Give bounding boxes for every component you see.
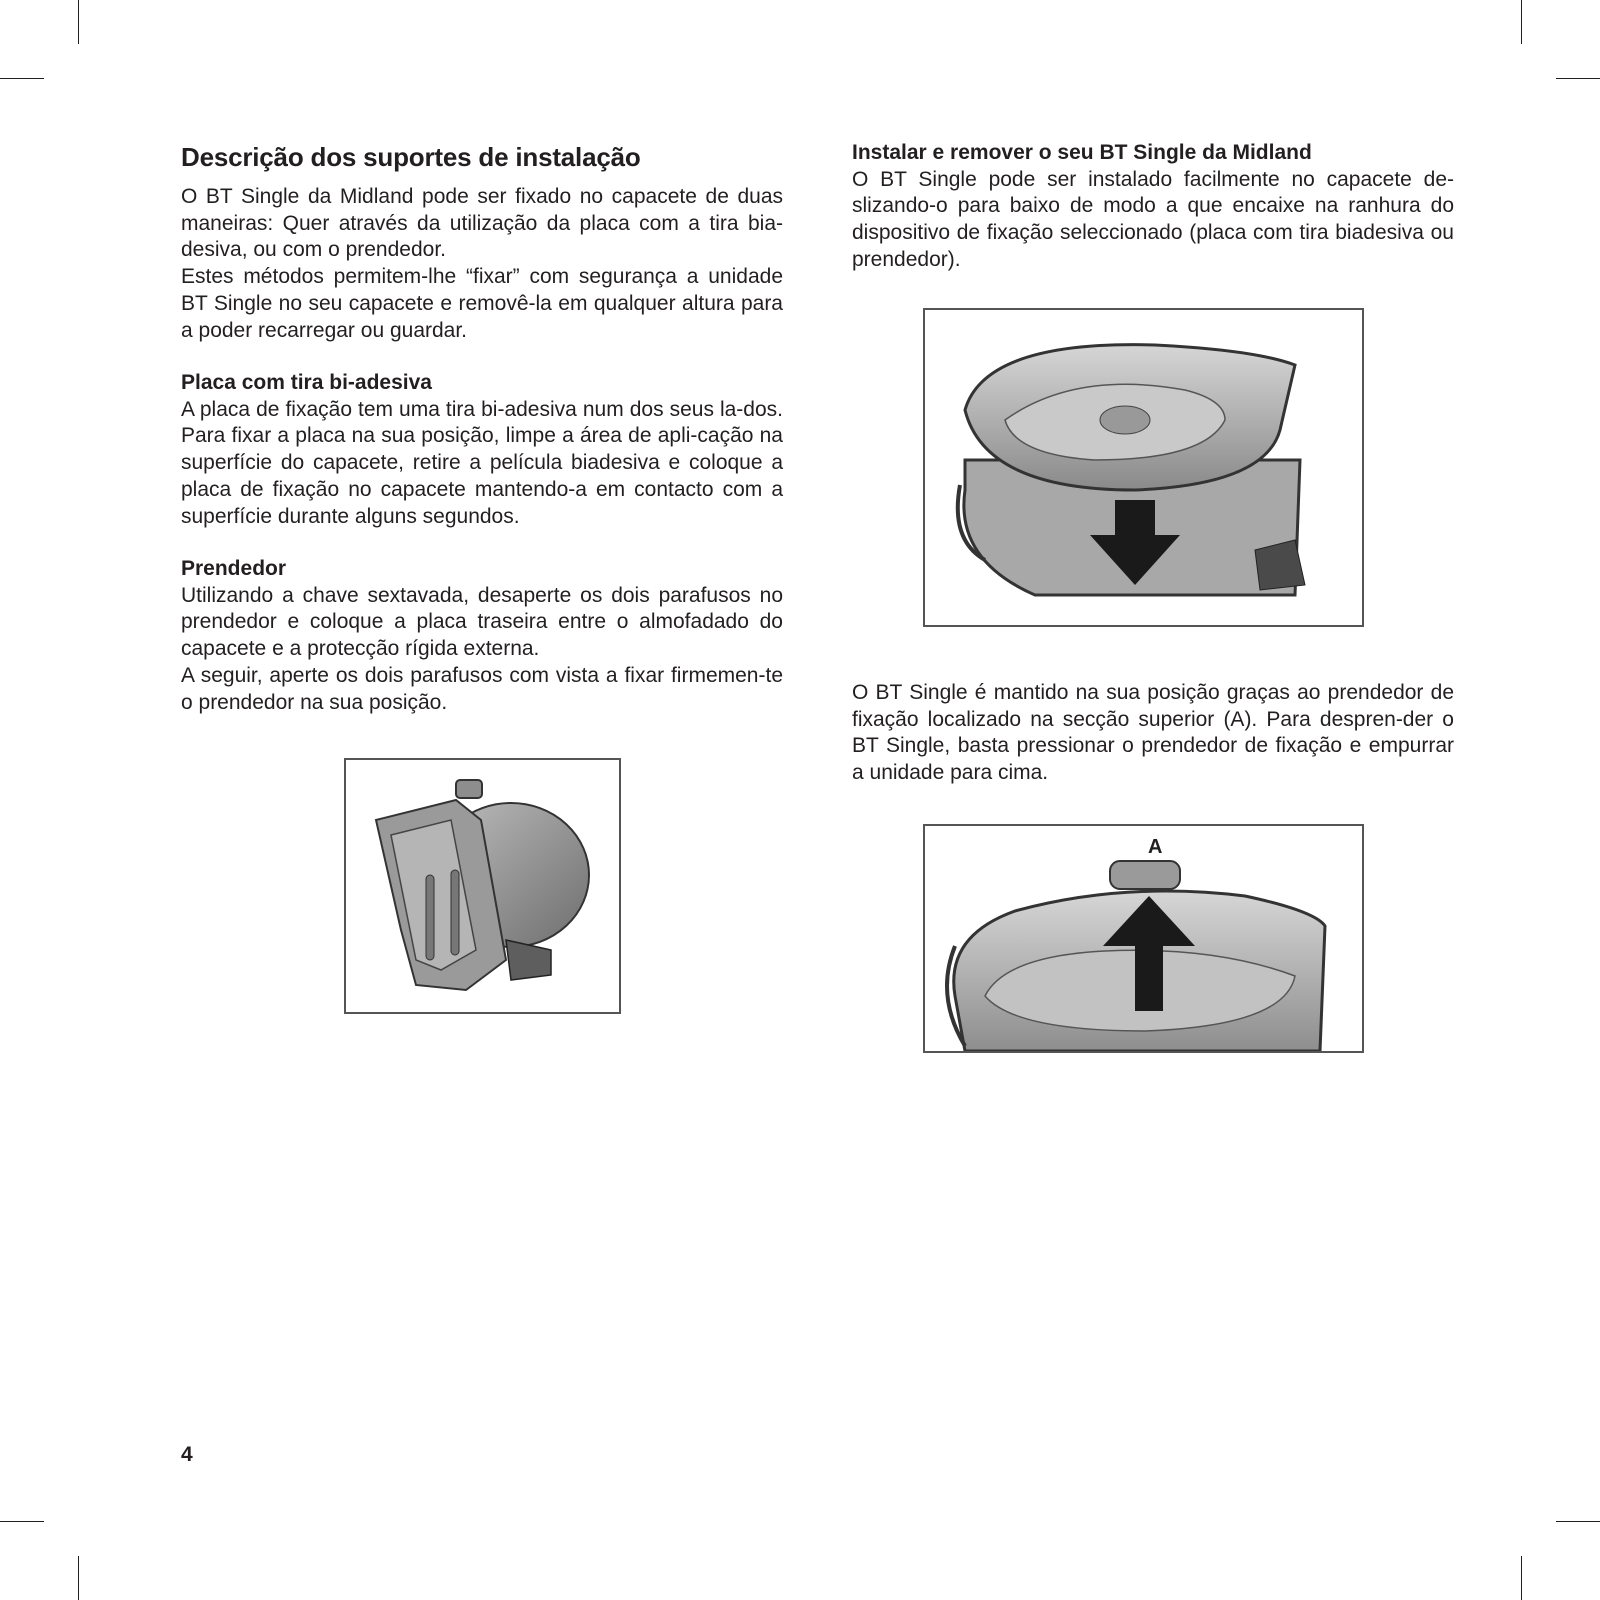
crop-mark [0, 78, 44, 79]
plate-paragraph: A placa de fixação tem uma tira bi-adesiva num dos seus la-dos. Para fixar a placa na sua posição, limpe a área de apli-cação na superfície do capacete, retire a película biadesiva e coloque a placa de fixação no capacete mantendo-a em contacto com a superfície durante alguns segundos. [181, 397, 783, 528]
left-column [181, 140, 783, 716]
crop-mark [1556, 1521, 1600, 1522]
install-paragraph: O BT Single pode ser instalado facilmente no capacete de-slizando-o para baixo de modo a que encaixe na ranhura do dispositivo de fixação seleccionado (placa com tira biadesiva ou prendedor). [852, 167, 1454, 271]
install-heading: Instalar e remover o seu BT Single da Midland [852, 141, 1312, 164]
intro-paragraph-2: Estes métodos permitem-lhe “fixar” com segurança a unidade BT Single no seu capacete e removê-la em qualquer altura para a poder recarregar ou guardar. [181, 265, 783, 342]
crop-mark [0, 1521, 44, 1522]
crop-mark [78, 0, 79, 44]
clip-illustration [344, 758, 621, 1014]
install-illustration [923, 308, 1364, 627]
plate-heading: Placa com tira bi-adesiva [181, 371, 432, 395]
crop-mark [78, 1556, 79, 1600]
clip-paragraph: Utilizando a chave sextavada, desaperte os dois parafusos no prendedor e coloque a placa traseira entre o almofadado do capacete e a protecção rígida externa. [181, 583, 783, 661]
section-heading: Descrição dos suportes de instalação [181, 142, 641, 172]
release-illustration [923, 824, 1364, 1053]
crop-mark [1521, 0, 1522, 44]
crop-mark [1556, 78, 1600, 79]
crop-mark [1521, 1556, 1522, 1600]
right-column [852, 140, 1454, 273]
hold-paragraph: O BT Single é mantido na sua posição graças ao prendedor de fixação localizado na secção superior (A). Para despren-der o BT Single, basta pressionar o prendedor de fixação e empurrar a unidade para cima. [852, 681, 1454, 785]
page-number: 4 [181, 1443, 193, 1466]
right-column-lower [852, 680, 1454, 787]
figure-label-a: A [1148, 836, 1163, 858]
clip-paragraph-2: A seguir, aperte os dois parafusos com vista a fixar firmemen-te o prendedor na sua posição. [181, 663, 783, 714]
intro-paragraph: O BT Single da Midland pode ser fixado no capacete de duas maneiras: Quer através da utilização da placa com a tira bia-desiva, ou com o prendedor. [181, 185, 783, 262]
clip-heading: Prendedor [181, 557, 287, 581]
